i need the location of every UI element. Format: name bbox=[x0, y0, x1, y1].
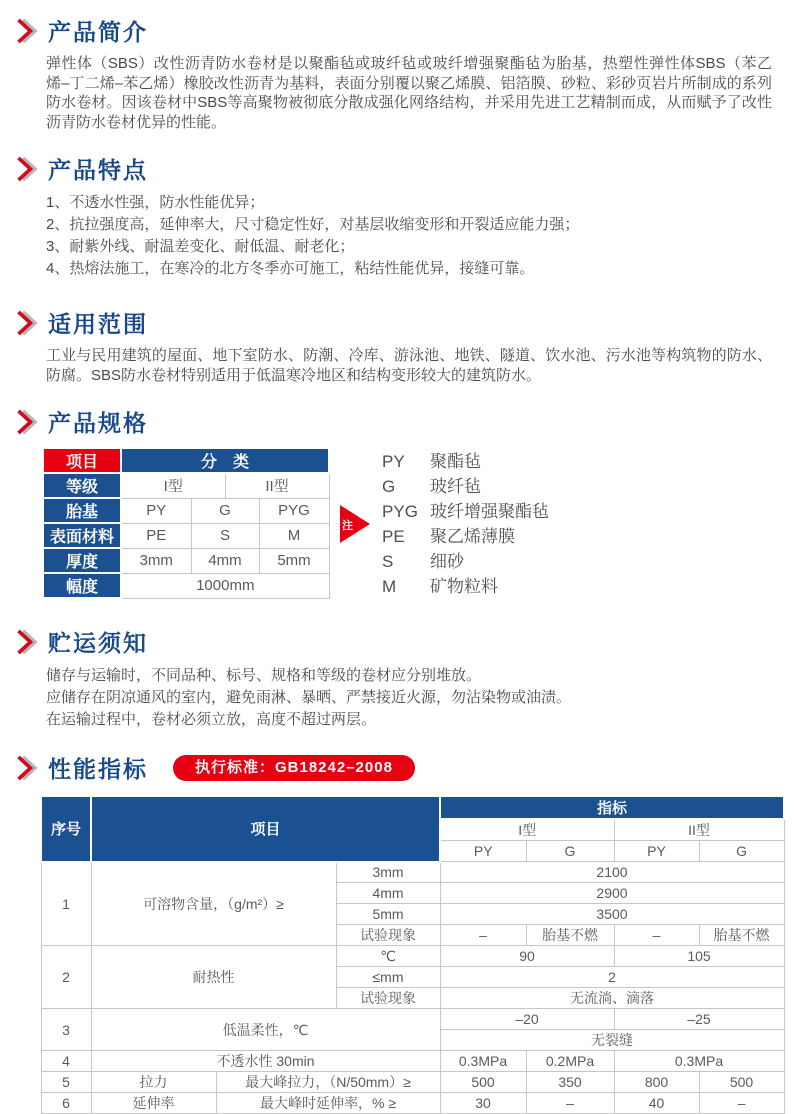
legend-item bbox=[382, 549, 549, 574]
table-cell: 4mm bbox=[191, 548, 259, 573]
table-cell: ≤mm bbox=[336, 967, 440, 988]
table-cell: 试验现象 bbox=[336, 988, 440, 1009]
table-cell: 不透水性 30min bbox=[91, 1051, 440, 1072]
table-cell: I型 bbox=[440, 819, 614, 841]
legend-abbr: M bbox=[382, 577, 397, 596]
table-cell: 40 bbox=[614, 1093, 699, 1114]
table-cell: 350 bbox=[526, 1072, 614, 1093]
table-cell: II型 bbox=[614, 819, 784, 841]
table-cell: 最大峰时延伸率，% ≥ bbox=[216, 1093, 440, 1114]
table-cell: 90 bbox=[440, 946, 614, 967]
legend-name: 矿物粒料 bbox=[430, 577, 499, 596]
table-cell: G bbox=[699, 841, 784, 862]
table-header-cell: 等级 bbox=[43, 473, 121, 498]
scope-paragraph: 工业与民用建筑的屋面、地下室防水、防潮、冷库、游泳池、地铁、隧道、饮水池、污水池等构筑物的防水、防腐。SBS防水卷材特别适用于低温寒冷地区和结构变形较大的建筑防水。 bbox=[46, 347, 772, 384]
legend-name: 玻纤增强聚酯毡 bbox=[430, 502, 550, 521]
table-cell: PYG bbox=[259, 498, 329, 523]
table-header-cell: 胎基 bbox=[43, 498, 121, 523]
table-row bbox=[41, 1051, 784, 1072]
table-cell: M bbox=[259, 523, 329, 548]
feature-item: 2、抗拉强度高，延伸率大，尺寸稳定性好，对基层收缩变形和开裂适应能力强； bbox=[46, 216, 580, 233]
table-cell: – bbox=[526, 1093, 614, 1114]
table-cell: –25 bbox=[614, 1009, 784, 1030]
table-row bbox=[43, 473, 329, 498]
table-row bbox=[41, 796, 784, 819]
table-cell: PE bbox=[121, 523, 191, 548]
table-row bbox=[41, 946, 784, 967]
section-title-scope: 适用范围 bbox=[48, 311, 148, 337]
storage-item: 储存与运输时，不同品种、标号、规格和等级的卷材应分别堆放。 bbox=[46, 667, 482, 684]
section-chevron-icon bbox=[16, 17, 39, 45]
table-cell: 5 bbox=[41, 1072, 91, 1093]
table-row bbox=[43, 523, 329, 548]
section-chevron-icon bbox=[16, 754, 39, 782]
table-cell: 2 bbox=[41, 946, 91, 1009]
table-cell: 3mm bbox=[336, 862, 440, 883]
storage-item: 在运输过程中，卷材必须立放，高度不超过两层。 bbox=[46, 711, 377, 728]
legend-name: 聚酯毡 bbox=[430, 452, 482, 471]
table-cell: PY bbox=[614, 841, 699, 862]
table-header-cell: 项目 bbox=[91, 796, 440, 862]
table-cell: 胎基不燃 bbox=[699, 925, 784, 946]
table-cell: 延伸率 bbox=[91, 1093, 216, 1114]
table-row bbox=[41, 1072, 784, 1093]
section-header-scope bbox=[16, 306, 780, 339]
table-cell: 500 bbox=[440, 1072, 526, 1093]
table-cell: 5mm bbox=[336, 904, 440, 925]
table-header-cell: 指标 bbox=[440, 796, 784, 819]
section-title-specs: 产品规格 bbox=[48, 410, 148, 436]
table-cell: 2900 bbox=[440, 883, 784, 904]
table-header-cell: 厚度 bbox=[43, 548, 121, 573]
table-header-cell: 分 类 bbox=[121, 448, 329, 473]
intro-paragraph: 弹性体（SBS）改性沥青防水卷材是以聚酯毡或玻纤毡或玻纤增强聚酯毡为胎基，热塑性弹性体SBS（苯乙烯–丁二烯–苯乙烯）橡胶改性沥青为基料，表面分别覆以聚乙烯膜、铝箔膜、砂粒、彩砂页岩片所制成的系列防水卷材。因该卷材中SBS等高聚物被彻底分散成强化网络结构，并采用先进工艺精制而成，从而赋予了改性沥青防水卷材优异的性能。 bbox=[46, 55, 772, 131]
table-cell: – bbox=[614, 925, 699, 946]
table-row bbox=[41, 1009, 784, 1030]
legend-abbr: G bbox=[382, 477, 396, 496]
table-cell: 可溶物含量，（g/m²）≥ bbox=[91, 862, 336, 946]
legend-abbr: PY bbox=[382, 452, 405, 471]
table-cell: 2 bbox=[440, 967, 784, 988]
table-cell: 无流淌、滴落 bbox=[440, 988, 784, 1009]
section-header-features bbox=[16, 152, 780, 185]
table-cell: 30 bbox=[440, 1093, 526, 1114]
table-header-cell: 项目 bbox=[43, 448, 121, 473]
table-cell: 5mm bbox=[259, 548, 329, 573]
section-title-performance: 性能指标 bbox=[48, 756, 148, 782]
table-row bbox=[41, 862, 784, 883]
section-chevron-icon bbox=[16, 155, 39, 183]
legend-item bbox=[382, 499, 549, 524]
table-cell: 最大峰拉力，（N/50mm）≥ bbox=[216, 1072, 440, 1093]
legend-abbr: PE bbox=[382, 527, 405, 546]
table-cell: I型 bbox=[121, 473, 225, 498]
storage-item: 应储存在阴凉通风的室内，避免雨淋、暴晒、严禁接近火源，勿沾染物或油渍。 bbox=[46, 689, 572, 706]
features-list bbox=[46, 192, 780, 280]
table-cell: 2100 bbox=[440, 862, 784, 883]
feature-item: 4、热熔法施工，在寒冷的北方冬季亦可施工，粘结性能优异，接缝可靠。 bbox=[46, 260, 535, 277]
legend-name: 细砂 bbox=[430, 552, 465, 571]
table-cell: II型 bbox=[225, 473, 329, 498]
note-triangle-icon bbox=[340, 505, 370, 543]
table-header-cell: 序号 bbox=[41, 796, 91, 862]
section-header-storage bbox=[16, 625, 780, 658]
standard-badge: 执行标准：GB18242–2008 bbox=[173, 755, 415, 781]
table-header-cell: 表面材料 bbox=[43, 523, 121, 548]
table-row bbox=[43, 548, 329, 573]
table-cell: 4mm bbox=[336, 883, 440, 904]
storage-list bbox=[46, 665, 780, 731]
spec-table bbox=[42, 447, 330, 599]
table-row bbox=[41, 1093, 784, 1114]
note-label: 注 bbox=[342, 520, 354, 532]
table-cell: 无裂缝 bbox=[440, 1030, 784, 1051]
table-cell: 低温柔性，℃ bbox=[91, 1009, 440, 1051]
table-cell: 1000mm bbox=[121, 573, 329, 598]
legend-abbr: S bbox=[382, 552, 394, 571]
table-cell: 1 bbox=[41, 862, 91, 946]
feature-item: 1、不透水性强，防水性能优异； bbox=[46, 194, 265, 211]
section-header-performance bbox=[16, 751, 780, 784]
table-cell: 3500 bbox=[440, 904, 784, 925]
table-row bbox=[43, 448, 329, 473]
table-cell: 0.3MPa bbox=[614, 1051, 784, 1072]
table-cell: –20 bbox=[440, 1009, 614, 1030]
section-title-intro: 产品简介 bbox=[48, 19, 148, 45]
legend-name: 聚乙烯薄膜 bbox=[430, 527, 516, 546]
section-title-features: 产品特点 bbox=[48, 157, 148, 183]
table-row bbox=[43, 573, 329, 598]
section-chevron-icon bbox=[16, 408, 39, 436]
table-cell: 6 bbox=[41, 1093, 91, 1114]
legend-item bbox=[382, 574, 549, 599]
spec-content bbox=[42, 447, 780, 599]
feature-item: 3、耐紫外线、耐温差变化、耐低温、耐老化； bbox=[46, 238, 355, 255]
section-header-intro bbox=[16, 14, 780, 47]
table-cell: 500 bbox=[699, 1072, 784, 1093]
table-header-cell: 幅度 bbox=[43, 573, 121, 598]
table-cell: PY bbox=[121, 498, 191, 523]
spec-legend bbox=[382, 449, 549, 599]
table-cell: 拉力 bbox=[91, 1072, 216, 1093]
table-cell: G bbox=[191, 498, 259, 523]
table-cell: 0.2MPa bbox=[526, 1051, 614, 1072]
table-cell: – bbox=[699, 1093, 784, 1114]
table-cell: 3 bbox=[41, 1009, 91, 1051]
table-cell: 胎基不燃 bbox=[526, 925, 614, 946]
section-title-storage: 贮运须知 bbox=[48, 630, 148, 656]
performance-table bbox=[16, 795, 780, 1114]
table-cell: ℃ bbox=[336, 946, 440, 967]
table-cell: 3mm bbox=[121, 548, 191, 573]
table-cell: S bbox=[191, 523, 259, 548]
table-cell: 0.3MPa bbox=[440, 1051, 526, 1072]
section-chevron-icon bbox=[16, 309, 39, 337]
legend-item bbox=[382, 449, 549, 474]
section-chevron-icon bbox=[16, 628, 39, 656]
table-cell: 105 bbox=[614, 946, 784, 967]
table-cell: 耐热性 bbox=[91, 946, 336, 1009]
legend-abbr: PYG bbox=[382, 502, 418, 521]
table-cell: – bbox=[440, 925, 526, 946]
legend-item bbox=[382, 524, 549, 549]
table-cell: 试验现象 bbox=[336, 925, 440, 946]
legend-name: 玻纤毡 bbox=[430, 477, 482, 496]
table-row bbox=[43, 498, 329, 523]
legend-item bbox=[382, 474, 549, 499]
table-cell: G bbox=[526, 841, 614, 862]
table-cell: 4 bbox=[41, 1051, 91, 1072]
section-header-specs bbox=[16, 405, 780, 438]
table-cell: 800 bbox=[614, 1072, 699, 1093]
table-cell: PY bbox=[440, 841, 526, 862]
